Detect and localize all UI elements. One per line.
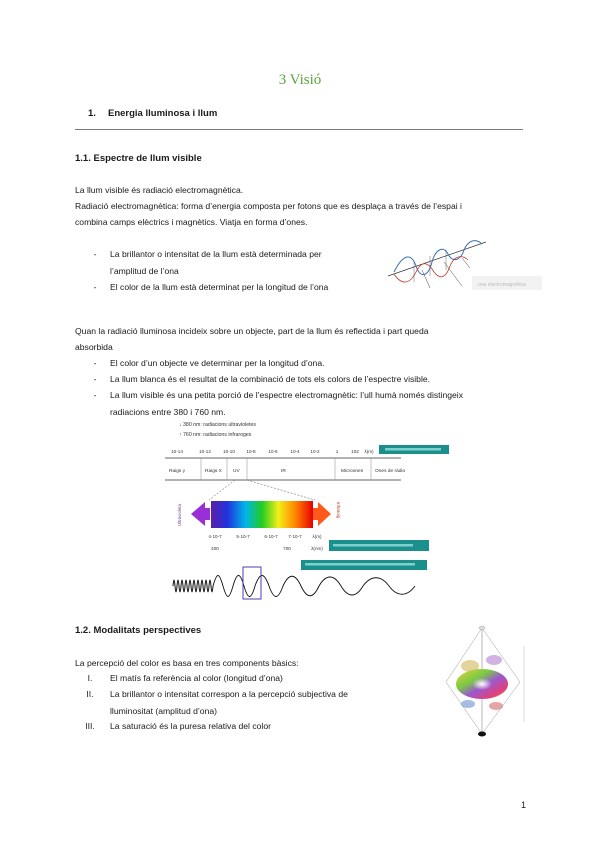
band-label: Raigs X [205, 469, 222, 474]
scale-tick-label: 10-10 [223, 449, 235, 454]
list-item [80, 686, 420, 720]
list-item [80, 718, 420, 735]
section-divider [75, 129, 523, 130]
band-label: IR [281, 469, 286, 474]
list-item-text: El matís fa referència al color (longitud d’ona) [110, 673, 283, 683]
scale-tick-label: 1 [335, 449, 339, 454]
list-item-text: La llum blanca és el resultat de la combinació de tots els colors de l’espectre visible. [110, 374, 431, 384]
right-arrow-label: Infraroig [336, 502, 341, 519]
nm-unit: λ(nm) [311, 546, 323, 551]
page-title: 3 Visió [278, 72, 322, 88]
list-marker: - [93, 249, 97, 259]
paragraph: absorbida [75, 342, 113, 352]
list-marker: III. [85, 721, 95, 731]
list-item [88, 355, 548, 372]
list-item-text: La brillantor o intensitat correspon a la percepció subjectiva de [110, 689, 348, 699]
paragraph: combina camps elèctrics i magnètics. Viatja en forma d’ones. [75, 217, 308, 227]
list-item-text: l’amplitud de l’ona [110, 265, 179, 276]
subsection-heading-1-2: 1.2. Modalitats perspectives [75, 625, 202, 636]
section-number: 1. [88, 108, 96, 119]
scale-tick-label: 10-6 [268, 449, 278, 454]
spectrum-note-ir: 760 nm: radiacions infraroges [183, 432, 252, 438]
nm-label: 400 [211, 546, 219, 551]
list-marker: - [93, 358, 97, 368]
list-marker: II. [86, 689, 94, 699]
list-item [88, 279, 388, 296]
list-item-text: lluminositat (amplitud d’ona) [110, 705, 217, 716]
subsection-heading-1-1: 1.1. Espectre de llum visible [75, 153, 202, 164]
band-label: Raigs γ [169, 469, 185, 474]
scale-tick-label: 102 [351, 449, 359, 454]
color-solid-illustration [428, 622, 528, 744]
list-item-text: El color d’un objecte ve determinar per la longitud d’ona. [110, 358, 325, 368]
section-heading [88, 108, 217, 119]
spectrum-figure [165, 416, 455, 612]
list-item-text: El color de la llum està determinat per la longitud de l’ona [110, 282, 329, 292]
list-marker: - [93, 390, 97, 400]
list-marker: I. [87, 673, 93, 683]
left-arrow-label: Ultravioleta [177, 504, 182, 526]
svg-text:↓ 380 nm: radiacions ultraviol: ↓ 380 nm: radiacions ultravioletes [179, 422, 256, 428]
list-marker: - [93, 374, 97, 384]
scale-tick-label: 10-8 [246, 449, 256, 454]
spectrum-note-uv: 380 nm: radiacions ultravioletes [183, 422, 256, 428]
wavelength-label: 5·10-7 [236, 534, 250, 539]
wavelength-label: 4·10-7 [208, 534, 222, 539]
page-number: 1 [521, 800, 527, 810]
nm-label: 700 [283, 546, 291, 551]
list-item-text: La saturació és la puresa relativa del color [110, 721, 271, 731]
list-marker: - [93, 282, 97, 292]
scale-tick-label: 10-2 [310, 449, 320, 454]
list-item [88, 246, 388, 280]
wavelength-label: 7·10-7 [288, 534, 302, 539]
section-label: Energia lluminosa i llum [108, 108, 218, 119]
scale-tick-label: 10-14 [171, 449, 183, 454]
scale-tick-label: 10-12 [199, 449, 211, 454]
paragraph: Quan la radiació lluminosa incideix sobre un objecte, part de la llum és reflectida i part queda [75, 326, 429, 336]
paragraph: Radiació electromagnètica: forma d’energia composta per fotons que es desplaça a través de l’espai i [75, 201, 462, 211]
band-label: UV [233, 469, 240, 474]
band-label: Microones [341, 469, 364, 474]
list-item [88, 371, 548, 388]
paragraph: La percepció del color es basa en tres components bàsics: [75, 658, 299, 668]
list-item-text: La brillantor o intensitat de la llum està determinada per [110, 249, 322, 259]
list-item-text: La llum visible és una petita porció de l’espectre electromagnètic: l’ull humà només distingeix [110, 390, 464, 400]
svg-text:↑ 760 nm: radiacions infraroge: ↑ 760 nm: radiacions infraroges [179, 432, 252, 438]
list-item [80, 670, 420, 687]
scale-tick-label: 10-4 [290, 449, 300, 454]
wavelength-label: 6·10-7 [264, 534, 278, 539]
scale-unit: λ(m) [364, 449, 374, 454]
list-item-text: radiacions entre 380 i 760 nm. [110, 406, 226, 417]
svg-text:ona electromagnètica: ona electromagnètica [478, 282, 526, 288]
paragraph: La llum visible és radiació electromagnètica. [75, 185, 244, 195]
wave-illustration [384, 232, 544, 294]
wavelength-unit: λ(m) [312, 534, 322, 539]
band-label: Ones de ràdio [375, 469, 406, 474]
